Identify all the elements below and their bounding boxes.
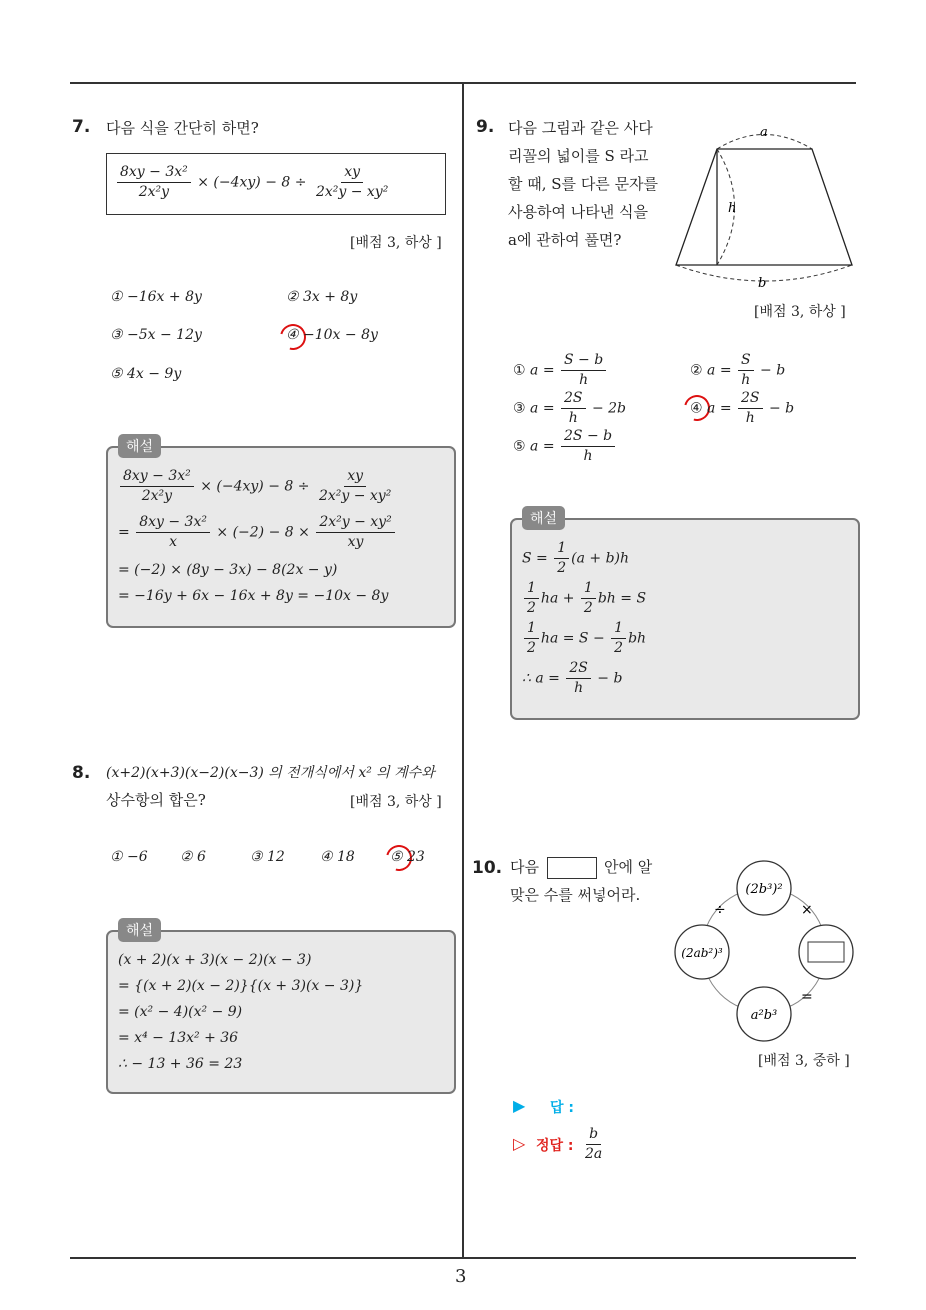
q9-choice-2[interactable]: ② a = $\frac{S}{h}$ − b (690, 352, 786, 388)
correct-answer-value: $\frac{b}{2a}$ (585, 1126, 603, 1162)
q9-prompt-line3: 할 때, S를 다른 문자를 (508, 175, 659, 193)
q10-op-equals: = (801, 989, 813, 1005)
q10-node-top-label: (2b³)² (745, 882, 783, 897)
q10-prompt-line2: 맞은 수를 써넣어라. (510, 886, 641, 904)
q9-solution-box (510, 518, 860, 720)
page-number: 3 (455, 1266, 467, 1287)
q9-label-b: b (758, 276, 767, 291)
q9-choice-5[interactable]: ⑤ a = $\frac{2S - b}{h}$ (513, 428, 617, 465)
q7-solution-tag: 해설 (118, 434, 161, 458)
correct-arrow-icon: ▷ (513, 1134, 526, 1153)
q9-sol-line4: ∴ a = $\frac{2S}{h}$ − b (522, 660, 623, 696)
q10-node-bottom-label: a²b³ (750, 1008, 778, 1023)
q10-score: [배점 3, 중하 ] (758, 1053, 850, 1069)
q8-sol-line4: = x⁴ − 13x² + 36 (118, 1030, 239, 1046)
q10-blank-box (547, 857, 597, 879)
q9-trapezoid (676, 149, 852, 265)
q10-op-times: × (801, 902, 813, 918)
q7-solution-box (106, 446, 456, 628)
q8-sol-line5: ∴ − 13 + 36 = 23 (118, 1056, 243, 1072)
q8-sol-line1: (x + 2)(x + 3)(x − 2)(x − 3) (118, 952, 312, 968)
answer-label: 답 : (550, 1100, 574, 1116)
q8-choice-1[interactable]: ① −6 (110, 849, 148, 865)
q9-choice-1[interactable]: ① a = $\frac{S - b}{h}$ (513, 352, 608, 389)
q9-prompt-line4: 사용하여 나타낸 식을 (508, 203, 648, 221)
q7-expression: $\frac{\text{8xy − 3x²}}{\text{2x²y}}$ × (−4xy) − 8 ÷ $\frac{xy}{\text{2x²y − xy²}}$ (115, 164, 393, 201)
q7-choice-4[interactable]: ④ −10x − 8y (286, 327, 378, 343)
q7-choice-1[interactable]: ① −16x + 8y (110, 289, 202, 305)
q10-number: 10. (472, 858, 503, 878)
column-divider (462, 82, 464, 1258)
q8-choice-5[interactable]: ⑤ 23 (390, 849, 425, 865)
q8-choice-4[interactable]: ④ 18 (320, 849, 355, 865)
q7-choice-3[interactable]: ③ −5x − 12y (110, 327, 202, 343)
q9-sol-line3: $\frac{1}{2}$ ha = S − $\frac{1}{2}$ bh (522, 620, 646, 657)
q7-score: [배점 3, 하상 ] (350, 235, 442, 251)
q7-number: 7. (72, 117, 91, 137)
q8-choice-3[interactable]: ③ 12 (250, 849, 285, 865)
q10-node-right-blank (808, 942, 844, 962)
q9-label-h: h (728, 201, 737, 216)
q9-prompt-line5: a에 관하여 풀면? (508, 231, 622, 249)
q9-prompt-line2: 리꼴의 넓이를 S 라고 (508, 147, 649, 165)
q7-sol-line1: $\frac{\text{8xy − 3x²}}{\text{2x²y}}$ × (−4xy) − 8 ÷ $\frac{xy}{\text{2x²y − xy²}}$ (118, 468, 396, 505)
q9-choice-3[interactable]: ③ a = $\frac{2S}{h}$ − 2b (513, 390, 627, 426)
q8-solution-tag: 해설 (118, 918, 161, 942)
q9-choice-4[interactable]: ④ a = $\frac{2S}{h}$ − b (690, 390, 795, 426)
q10-op-divide: ÷ (714, 902, 726, 918)
q9-solution-tag: 해설 (522, 506, 565, 530)
q8-prompt-line2: 상수항의 합은? (106, 791, 206, 809)
q9-label-a: a (760, 125, 768, 140)
q7-prompt: 다음 식을 간단히 하면? (106, 119, 259, 137)
q9-score: [배점 3, 하상 ] (754, 304, 846, 320)
q7-choice-2[interactable]: ② 3x + 8y (286, 289, 358, 305)
answer-arrow-icon: ▶ (513, 1096, 526, 1115)
q9-sol-line1: S = $\frac{1}{2}$ (a + b)h (522, 540, 630, 576)
q10-cycle-diagram (664, 858, 860, 1042)
q8-sol-line2: = {(x + 2)(x − 2)}{(x + 3)(x − 3)} (118, 978, 364, 994)
q8-solution-box (106, 930, 456, 1094)
q9-trapezoid-figure (672, 122, 858, 292)
q9-sol-line2: $\frac{1}{2}$ ha + $\frac{1}{2}$ bh = S (522, 580, 646, 617)
q8-sol-line3: = (x² − 4)(x² − 9) (118, 1004, 243, 1020)
q10-prompt-post: 안에 알 (604, 858, 653, 876)
q7-sol-line4: = −16y + 6x − 16x + 8y = −10x − 8y (118, 588, 389, 604)
q8-prompt-line1: (x+2)(x+3)(x−2)(x−3) 의 전개식에서 x² 의 계수와 (106, 765, 435, 781)
q7-choice-5[interactable]: ⑤ 4x − 9y (110, 366, 182, 382)
q7-expression-box (106, 153, 446, 215)
q10-node-left-label: (2ab²)³ (681, 946, 723, 960)
correct-label: 정답 : (536, 1138, 574, 1154)
q8-score: [배점 3, 하상 ] (350, 794, 442, 810)
q7-sol-line2: = $\frac{\text{8xy − 3x²}}{x}$ × (−2) − 8 × $\frac{\text{2x²y − xy²}}{xy}$ (118, 514, 397, 551)
q8-number: 8. (72, 763, 91, 783)
q9-number: 9. (476, 117, 495, 137)
q9-prompt-line1: 다음 그림과 같은 사다 (508, 119, 653, 137)
q10-prompt-pre: 다음 (510, 858, 539, 876)
q7-sol-line3: = (−2) × (8y − 3x) − 8(2x − y) (118, 562, 338, 578)
q8-choice-2[interactable]: ② 6 (180, 849, 206, 865)
